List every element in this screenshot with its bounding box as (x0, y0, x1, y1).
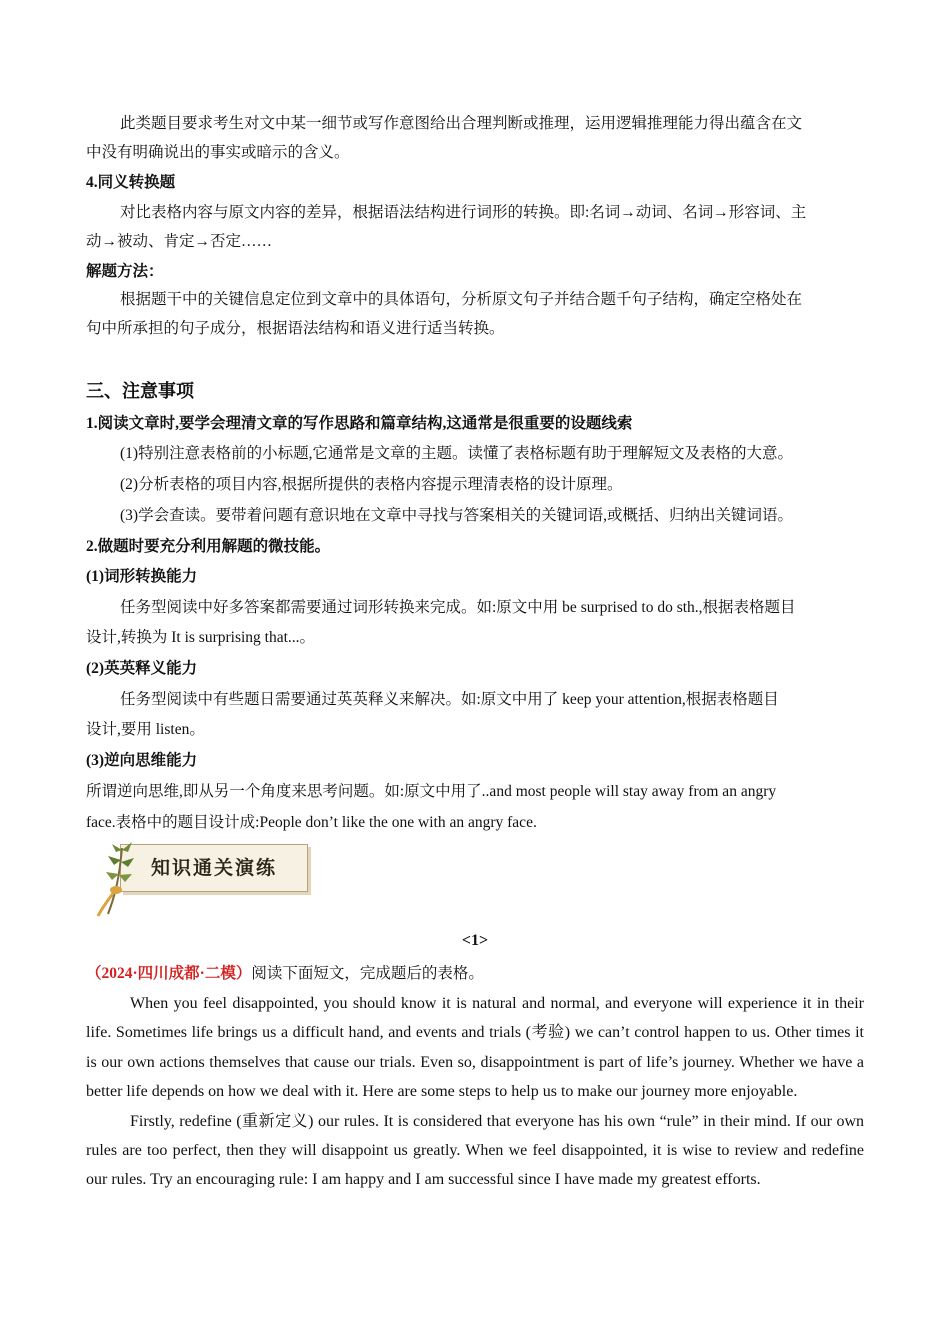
passage-paragraph-2: Firstly, redefine (重新定义) our rules. It is considered that everyone has his own “rule” in their mind. If our own rules are too perfect, then they will disappoint us greatly. When we feel disappointed, it is wise to review and redefine our rules. Try an encouraging rule: I am happy and I am successful since I have made my greatest efforts. (86, 1112, 864, 1189)
passage-source: （2024·四川成都·二模） (86, 965, 252, 982)
passage-intro (86, 964, 484, 984)
paragraph-line: 任务型阅读中好多答案都需要通过词形转换来完成。如:原文中用 be surprised to do sth.,根据表格题目 (120, 599, 796, 616)
subheading-point-2: 2.做题时要充分利用解题的微技能。 (86, 538, 331, 555)
paragraph-line: 动→被动、肯定→否定…… (86, 233, 273, 250)
english-passage (86, 989, 864, 1195)
paragraph-line: 根据题干中的关键信息定位到文章中的具体语句，分析原文句子并结合题千句子结构，确定空格处在 (120, 291, 803, 308)
plant-decoration-icon (92, 838, 152, 918)
paragraph-line: 设计,转换为 It is surprising that...。 (86, 629, 316, 646)
subheading-skill-2: (2)英英释义能力 (86, 660, 198, 677)
banner-title: 知识通关演练 (150, 857, 277, 879)
passage-instruction: 阅读下面短文，完成题后的表格。 (251, 965, 484, 982)
passage-paragraph-1: When you feel disappointed, you should know it is natural and normal, and everyone will experience it in their life. Sometimes life brings us a difficult hand, and events and trials (考验) we can’t control happen to us. Other times it is our own actions themselves that cause our trials. Even so, disappointment is part of life’s journey. Whether we have a better life depends on how we deal with it. Here are some steps to help us to make our journey more enjoyable. (86, 995, 864, 1101)
paragraph-line: face.表格中的题目设计成:People don’t like the one with an angry face. (86, 814, 537, 831)
subheading-solution-method: 解题方法： (86, 263, 164, 280)
paragraph-line: 中没有明确说出的事实或暗示的含义。 (86, 144, 350, 161)
subheading-synonym-conversion: 4.同义转换题 (86, 174, 176, 191)
paragraph-line: 任务型阅读中有些题日需要通过英英释义来解决。如:原文中用了 keep your attention,根据表格题目 (120, 691, 779, 708)
paragraph-line: (3)学会查读。要带着问题有意识地在文章中寻找与答案相关的关键词语,或概括、归纳出关键词语。 (120, 507, 793, 524)
paragraph-line: 此类题目要求考生对文中某一细节或写作意图给出合理判断或推理，运用逻辑推理能力得出蕴含在文 (120, 115, 803, 132)
subheading-point-1: 1.阅读文章时,要学会理清文章的写作思路和篇章结构,这通常是很重要的设题线索 (86, 415, 633, 432)
paragraph-line: 对比表格内容与原文内容的差异，根据语法结构进行词形的转换。即:名词→动词、名词→形容词、主 (120, 204, 807, 221)
subheading-skill-3: (3)逆向思维能力 (86, 752, 198, 769)
paragraph-line: 句中所承担的句子成分，根据语法结构和语义进行适当转换。 (86, 320, 505, 337)
section-banner (92, 838, 314, 918)
paragraph-line: (2)分析表格的项目内容,根据所提供的表格内容提示理清表格的设计原理。 (120, 476, 623, 493)
paragraph-line: (1)特别注意表格前的小标题,它通常是文章的主题。读懂了表格标题有助于理解短文及表格的大意。 (120, 445, 793, 462)
section-heading-notes: 三、注意事项 (86, 381, 194, 401)
subheading-skill-1: (1)词形转换能力 (86, 568, 198, 585)
passage-number: <1> (461, 932, 489, 949)
paragraph-line: 设计,要用 listen。 (86, 721, 205, 738)
paragraph-line: 所谓逆向思维,即从另一个角度来思考问题。如:原文中用了..and most people will stay away from an angry (86, 783, 777, 800)
